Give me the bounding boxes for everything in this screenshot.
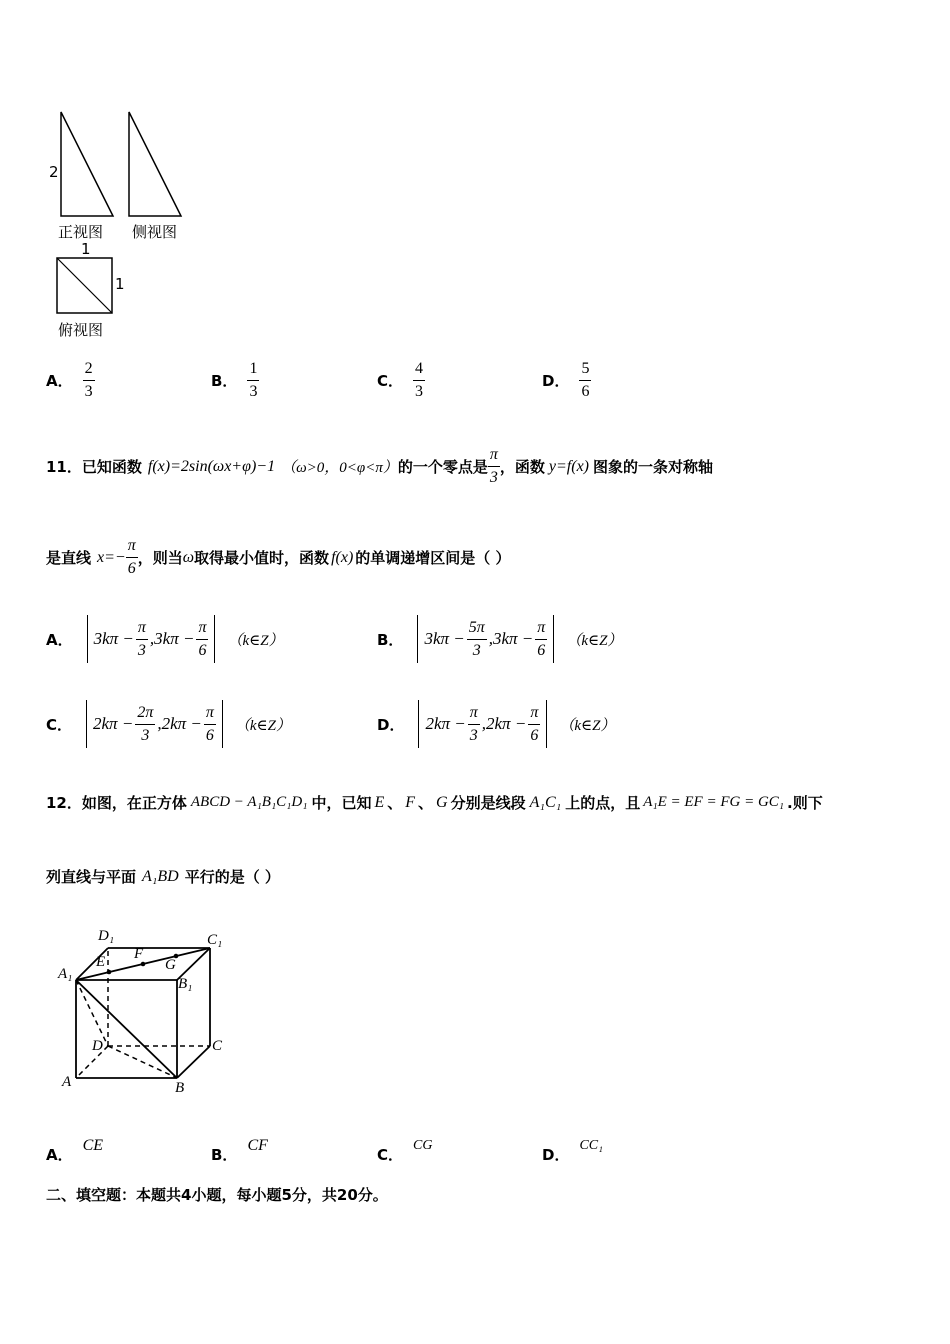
q12-option-b[interactable] [211,1126,268,1165]
top-view-width-dim: 1 [81,240,91,258]
option-letter: A． [46,630,73,649]
q10-option-b[interactable] [211,360,259,401]
q11-text: ，函数 [499,458,545,476]
option-value: CG [413,1137,433,1153]
option-letter: C． [377,372,404,390]
q11-option-a[interactable] [46,615,284,663]
label-g: G [165,957,176,973]
q12-text: 上的点，且 [565,794,641,812]
q12-point-f: F [405,793,416,811]
q11-fx: f(x) [331,548,354,566]
side-view-triangle [129,112,181,216]
three-views-figure [40,100,200,340]
q12-option-a[interactable] [46,1126,103,1165]
front-view-label: 正视图 [58,223,104,241]
q11-line1 [46,446,713,487]
cube-figure [50,928,250,1103]
q11-option-d[interactable] [377,700,615,748]
q11-omega: ω [182,548,195,566]
label-b: B [175,1080,185,1096]
label-f: F [134,946,144,962]
interval-bracket: 3kπ − $\frac{\pi}{3}$ ,3kπ − $\frac{\pi}{6}$ [87,615,216,663]
front-view-height-dim: 2 [49,163,59,181]
q11-text: 的一个零点是 [397,458,488,476]
top-view-diagonal [57,258,112,313]
side-view-label: 侧视图 [132,223,178,241]
q12-text: 分别是线段 [450,794,526,812]
label-c: C [212,1038,223,1054]
q12-text: 平行的是（ ） [184,868,280,886]
option-letter: D． [542,1146,570,1164]
k-in-z: （k∈Z） [559,717,616,734]
q10-option-d[interactable] [542,360,591,401]
q11-axis-fraction: $\frac{\pi}{6}$ [127,537,136,577]
option-letter: C． [46,715,73,734]
interval-bracket: 2kπ − $\frac{\pi}{3}$ ,2kπ − $\frac{\pi}{6}$ [418,700,547,748]
q12-option-d[interactable] [542,1126,603,1165]
q12-equation: A₁E = EF = FG = GC₁ [643,794,784,810]
question-number: 11． [46,458,82,476]
q11-text: 的单调递增区间是（ ） [355,549,511,567]
option-letter: C． [377,1146,404,1164]
q10-option-c[interactable] [377,360,425,401]
q12-sep: 、 [418,794,434,812]
label-d: D [92,1038,103,1054]
point-e [107,970,112,975]
label-e: E [96,954,106,970]
interval-bracket: 2kπ − $\frac{2\pi}{3}$ ,2kπ − $\frac{\pi}{6}$ [86,700,223,748]
q11-line2 [46,537,511,578]
option-letter: A． [46,1146,73,1164]
hidden-segment-d-b [108,1046,177,1078]
interval-bracket: 3kπ − $\frac{5\pi}{3}$ ,3kπ − $\frac{\pi}{6}$ [417,615,554,663]
option-value: CE [82,1136,104,1154]
q12-option-c[interactable] [377,1126,432,1165]
option-fraction: $\frac{1}{3}$ [249,360,258,400]
option-letter: B． [211,372,238,390]
top-view-side-dim: 1 [115,275,125,293]
q11-axis-lhs: x=− [97,548,126,566]
q12-text: 列直线与平面 [46,868,137,886]
q12-cube: ABCD − A₁B₁C₁D₁ [190,794,308,810]
q11-function: f(x)=2sin(ωx+φ)−1 [147,457,276,475]
q12-point-e: E [374,793,385,811]
label-b1: B₁ [178,976,193,992]
q12-text: .则下 [787,794,823,812]
q12-point-g: G [436,793,448,811]
q12-text: 中，已知 [311,794,372,812]
option-value: CC₁ [579,1137,603,1153]
k-in-z: （k∈Z） [566,632,623,649]
edge-b-c [177,1046,210,1078]
q11-function2: y=f(x) [548,457,589,475]
q11-text: 已知函数 [81,458,142,476]
option-letter: B． [377,630,404,649]
q11-text: ，则当 [137,549,183,567]
q12-line2 [46,866,280,887]
segment-a1-b [76,980,177,1078]
q11-text: 是直线 [46,549,92,567]
q12-line1 [46,792,823,813]
k-in-z: （k∈Z） [234,717,291,734]
q11-text: 图象的一条对称轴 [593,458,714,476]
q11-text: 取得最小值时，函数 [194,549,330,567]
option-letter: D． [377,715,405,734]
k-in-z: （k∈Z） [227,632,284,649]
q12-segment: A₁C₁ [529,793,562,811]
option-value: CF [247,1136,268,1154]
q11-option-b[interactable] [377,615,622,663]
option-letter: A． [46,372,73,390]
hidden-segment-a1-d [76,980,108,1046]
q10-option-a[interactable] [46,360,95,401]
label-c1: C₁ [207,932,223,948]
option-fraction: $\frac{2}{3}$ [84,360,93,400]
option-letter: B． [211,1146,238,1164]
option-fraction: $\frac{5}{6}$ [581,360,590,400]
question-number: 12． [46,794,82,812]
q12-sep: 、 [387,794,403,812]
top-view-label: 俯视图 [58,321,104,339]
q12-plane: A₁BD [142,867,179,885]
front-view-triangle [61,112,113,216]
label-d1: D₁ [98,928,115,944]
q12-text: 如图，在正方体 [81,794,187,812]
section-heading: 二、填空题：本题共4小题，每小题5分，共20分。 [46,1186,388,1204]
option-fraction: $\frac{4}{3}$ [415,360,424,400]
q11-condition: （ω>0，0<φ<π） [281,460,398,476]
label-a: A [62,1074,72,1090]
q11-option-c[interactable] [46,700,291,748]
q11-zero-fraction: $\frac{\pi}{3}$ [489,446,498,486]
label-a1: A₁ [58,966,73,982]
option-letter: D． [542,372,570,390]
